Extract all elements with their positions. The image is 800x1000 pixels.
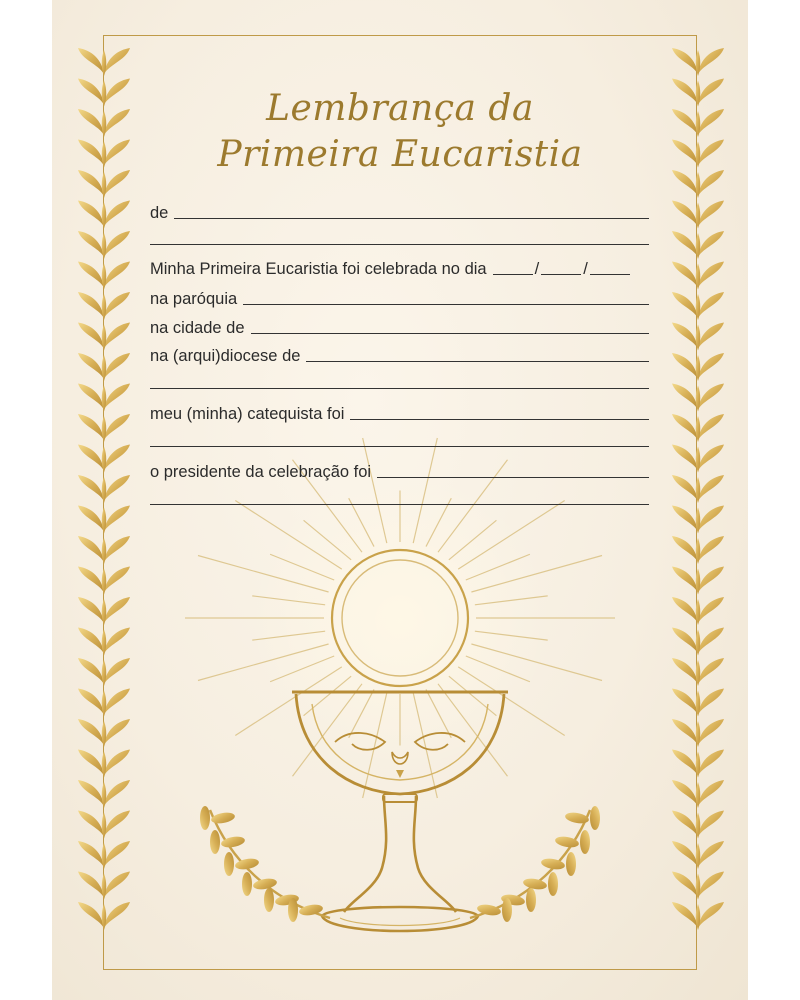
row-name xyxy=(150,196,649,222)
month-line[interactable] xyxy=(541,273,581,275)
diocese-line-2[interactable] xyxy=(150,388,649,389)
left-laurel-vine-icon xyxy=(78,48,130,930)
right-laurel-branch-icon xyxy=(470,806,600,922)
presider-label: o presidente da celebração foi xyxy=(150,463,372,481)
date-separator: / xyxy=(534,260,540,278)
date-separator-2: / xyxy=(583,260,588,278)
catechist-line[interactable] xyxy=(350,418,649,420)
city-label: na cidade de xyxy=(150,319,245,337)
row-city xyxy=(150,311,649,337)
row-catechist xyxy=(150,397,649,423)
row-date xyxy=(150,252,649,278)
celebrated-label: Minha Primeira Eucaristia foi celebrada no dia xyxy=(150,260,487,278)
title-line-2: Primeira Eucaristia xyxy=(217,134,583,175)
chalice-with-host-icon xyxy=(185,438,615,931)
parish-label: na paróquia xyxy=(150,290,238,308)
day-line[interactable] xyxy=(493,273,533,275)
right-laurel-vine-icon xyxy=(672,48,724,930)
name-line[interactable] xyxy=(174,217,649,219)
parish-line[interactable] xyxy=(243,303,649,305)
name-line-2[interactable] xyxy=(150,244,649,245)
presider-line-2[interactable] xyxy=(150,504,649,505)
diocese-line[interactable] xyxy=(306,360,649,362)
catechist-line-2[interactable] xyxy=(150,446,649,447)
year-line[interactable] xyxy=(590,273,630,275)
row-parish xyxy=(150,282,649,308)
title-line-1: Lembrança da xyxy=(266,88,534,129)
date-field xyxy=(493,260,630,278)
presider-line[interactable] xyxy=(377,476,649,478)
city-line[interactable] xyxy=(251,332,650,334)
diocese-label: na (arqui)diocese de xyxy=(150,347,301,365)
row-diocese xyxy=(150,339,649,365)
de-label: de xyxy=(150,204,169,222)
left-laurel-branch-icon xyxy=(200,806,330,922)
row-presider xyxy=(150,455,649,481)
catechist-label: meu (minha) catequista foi xyxy=(150,405,345,423)
